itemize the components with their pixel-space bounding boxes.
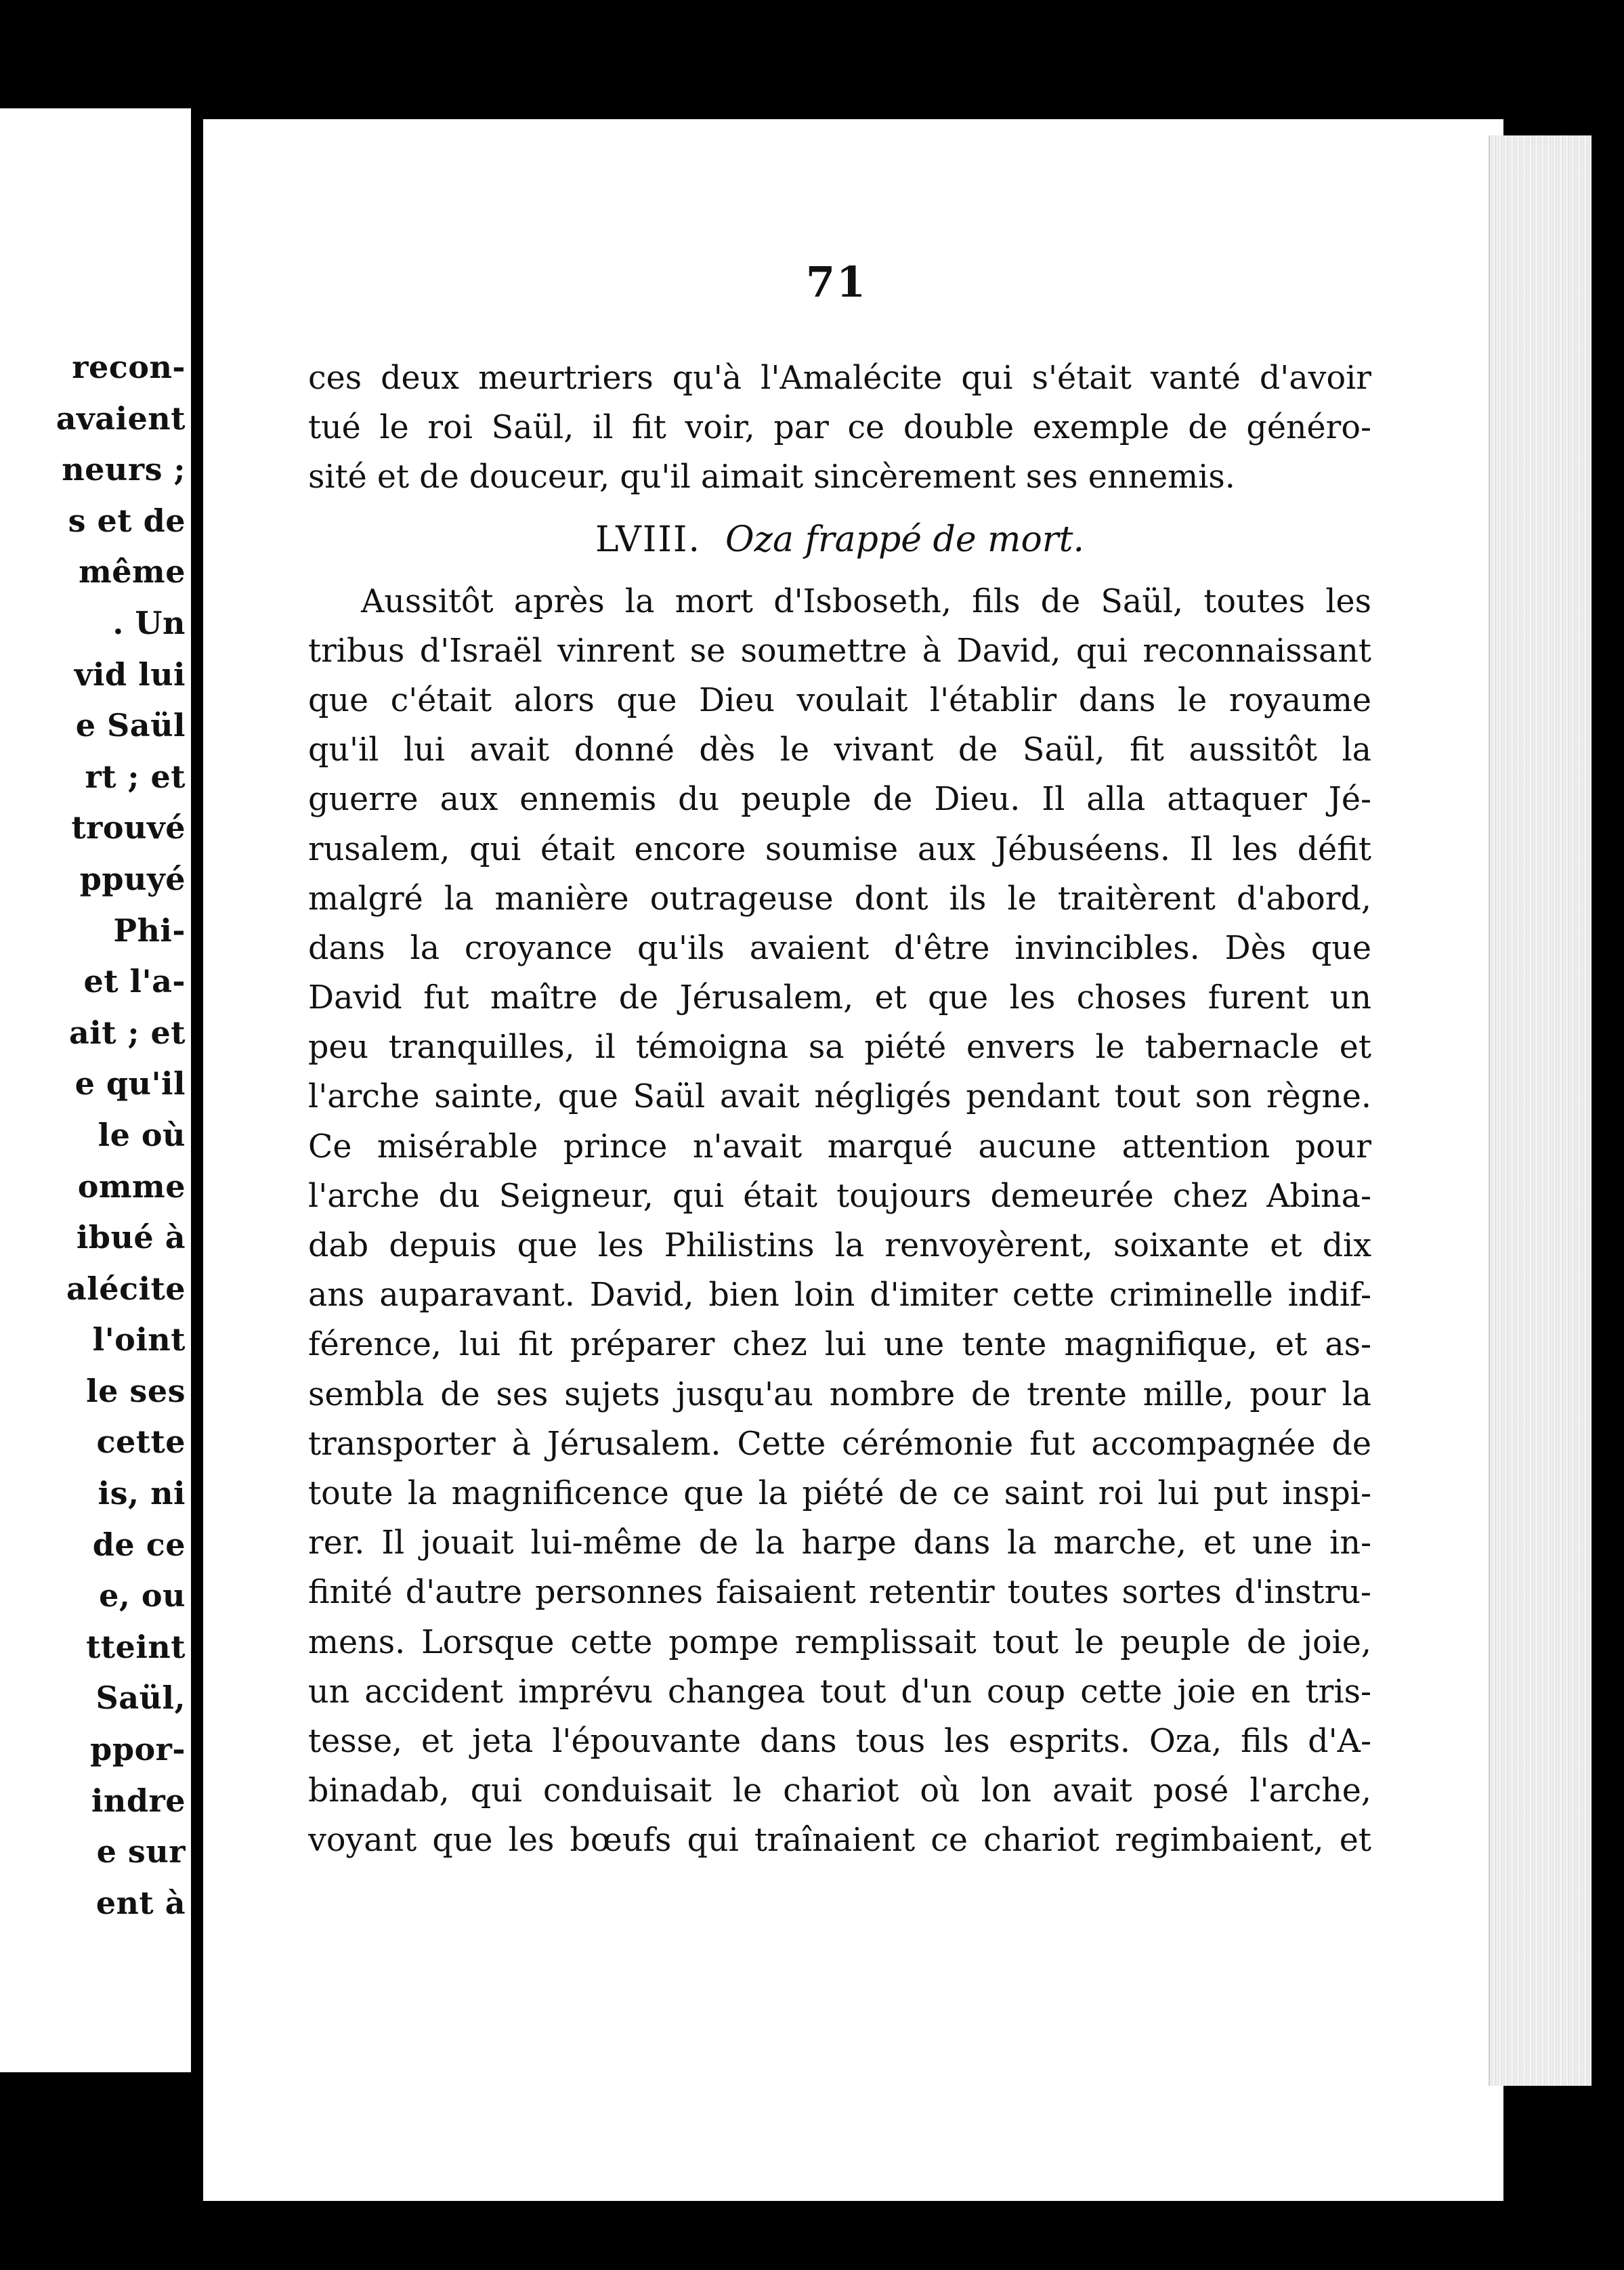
- page-number: 71: [805, 257, 868, 307]
- facing-line: ent à: [95, 1884, 186, 1921]
- facing-page-text: [0, 342, 186, 1929]
- facing-line: ibué à: [76, 1219, 186, 1256]
- section-heading: [308, 502, 1371, 577]
- text-line: tué le roi Saül, il fit voir, par ce double exemple de généro-: [308, 409, 1371, 447]
- facing-line: de ce: [92, 1526, 186, 1563]
- facing-line: s et de: [68, 502, 186, 539]
- text-line: dab depuis que les Philistins la renvoyèrent, soixante et dix: [308, 1227, 1371, 1264]
- facing-line: le ses: [86, 1372, 186, 1409]
- text-line: rusalem, qui était encore soumise aux Jébuséens. Il les défit: [308, 830, 1371, 868]
- section-number: LVIII.: [595, 519, 702, 560]
- facing-line: Phi-: [113, 912, 186, 949]
- page-body: [308, 354, 1371, 1865]
- text-line: finité d'autre personnes faisaient retentir toutes sortes d'instru-: [308, 1574, 1371, 1612]
- facing-line: ppuyé: [79, 860, 186, 897]
- text-line: ans auparavant. David, bien loin d'imiter cette criminelle indif-: [308, 1277, 1371, 1314]
- text-line: guerre aux ennemis du peuple de Dieu. Il alla attaquer Jé-: [308, 781, 1371, 819]
- facing-line: recon-: [72, 349, 186, 385]
- text-line: l'arche sainte, que Saül avait négligés pendant tout son règne.: [308, 1078, 1371, 1116]
- facing-line: e qu'il: [74, 1065, 186, 1102]
- facing-line: cette: [96, 1423, 186, 1461]
- text-line: dans la croyance qu'ils avaient d'être invincibles. Dès que: [308, 929, 1371, 967]
- facing-line: le où: [98, 1116, 186, 1153]
- facing-line: e Saül: [75, 707, 186, 744]
- text-line: tribus d'Israël vinrent se soumettre à David, qui reconnaissant: [308, 632, 1371, 670]
- text-line: que c'était alors que Dieu voulait l'établir dans le royaume: [308, 681, 1371, 719]
- text-line: un accident imprévu changea tout d'un coup cette joie en tris-: [308, 1673, 1371, 1711]
- text-line: Aussitôt après la mort d'Isboseth, fils de Saül, toutes les: [361, 582, 1371, 620]
- facing-line: et l'a-: [83, 963, 186, 1000]
- text-line: rer. Il jouait lui-même de la harpe dans la marche, et une in-: [308, 1524, 1371, 1562]
- facing-line: . Un: [112, 604, 186, 641]
- text-line: sité et de douceur, qu'il aimait sincèrement ses ennemis.: [308, 458, 1235, 496]
- text-line: peu tranquilles, il témoigna sa piété envers le tabernacle et: [308, 1029, 1371, 1067]
- facing-line: l'oint: [92, 1321, 186, 1358]
- book-gutter: [191, 108, 203, 2208]
- facing-line: Saül,: [95, 1679, 186, 1717]
- page-edges: [1489, 135, 1591, 2086]
- text-line: mens. Lorsque cette pompe remplissait tout le peuple de joie,: [308, 1623, 1371, 1661]
- facing-line: omme: [77, 1168, 186, 1205]
- facing-line: indre: [91, 1782, 186, 1819]
- facing-line: e, ou: [99, 1577, 186, 1614]
- text-line: ces deux meurtriers qu'à l'Amalécite qui s'était vanté d'avoir: [308, 360, 1371, 397]
- text-line: férence, lui fit préparer chez lui une tente magnifique, et as-: [308, 1326, 1371, 1364]
- facing-line: e sur: [96, 1833, 186, 1870]
- facing-line: neurs ;: [62, 451, 186, 488]
- text-line: transporter à Jérusalem. Cette cérémonie fut accompagnée de: [308, 1425, 1371, 1463]
- section-title: Oza frappé de mort.: [725, 519, 1085, 560]
- facing-page: [0, 108, 191, 2072]
- facing-line: ait ; et: [68, 1014, 186, 1051]
- facing-line: alécite: [66, 1270, 186, 1307]
- facing-line: vid lui: [74, 656, 186, 693]
- facing-line: avaient: [56, 400, 186, 437]
- text-line: toute la magnificence que la piété de ce saint roi lui put inspi-: [308, 1474, 1371, 1512]
- text-line: qu'il lui avait donné dès le vivant de Saül, fit aussitôt la: [308, 731, 1371, 769]
- text-line: binadab, qui conduisait le chariot où lon avait posé l'arche,: [308, 1772, 1371, 1810]
- facing-line: is, ni: [98, 1475, 186, 1512]
- facing-line: tteint: [86, 1628, 186, 1665]
- facing-line: rt ; et: [85, 758, 186, 795]
- text-line: sembla de ses sujets jusqu'au nombre de trente mille, pour la: [308, 1375, 1371, 1413]
- text-line: voyant que les bœufs qui traînaient ce chariot regimbaient, et: [308, 1822, 1371, 1860]
- text-line: Ce misérable prince n'avait marqué aucune attention pour: [308, 1128, 1371, 1165]
- facing-line: trouvé: [71, 809, 186, 847]
- facing-line: même: [79, 553, 186, 591]
- text-line: David fut maître de Jérusalem, et que les choses furent un: [308, 979, 1371, 1017]
- facing-line: ppor-: [90, 1731, 186, 1768]
- text-line: l'arche du Seigneur, qui était toujours demeurée chez Abina-: [308, 1177, 1371, 1215]
- text-line: malgré la manière outrageuse dont ils le traitèrent d'abord,: [308, 880, 1371, 918]
- text-line: tesse, et jeta l'épouvante dans tous les esprits. Oza, fils d'A-: [308, 1722, 1371, 1760]
